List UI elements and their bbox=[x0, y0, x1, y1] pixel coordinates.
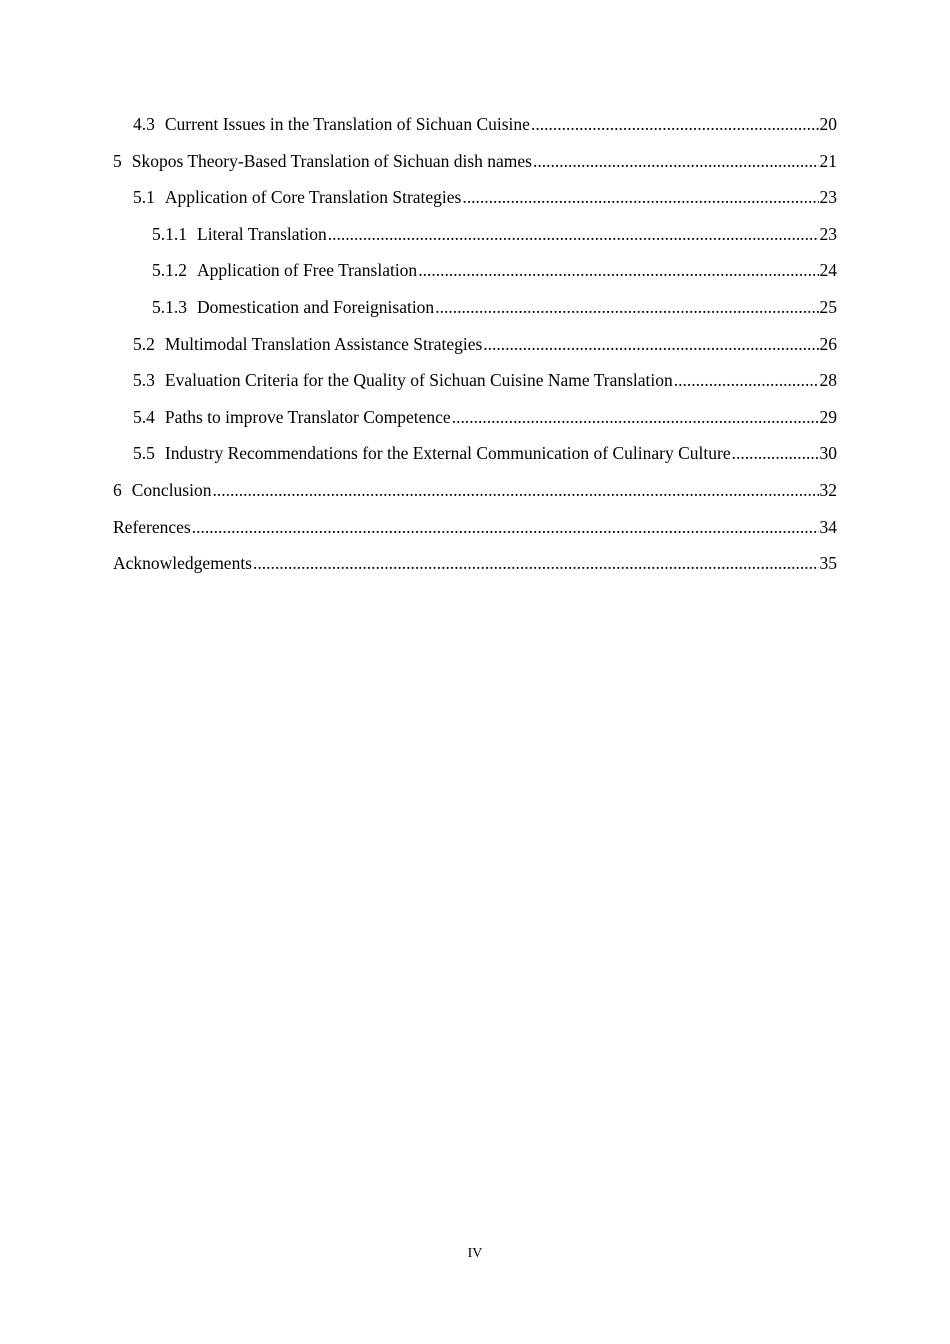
toc-dot-leader bbox=[483, 332, 818, 356]
toc-dot-leader bbox=[418, 258, 818, 282]
toc-dot-leader bbox=[533, 149, 819, 173]
toc-entry-page: 23 bbox=[819, 223, 837, 244]
toc-entry-references[interactable] bbox=[113, 515, 837, 552]
toc-entry-number: 5.4 bbox=[133, 406, 155, 427]
toc-entry-page: 32 bbox=[819, 479, 837, 500]
toc-entry-number: 5.3 bbox=[133, 370, 155, 391]
toc-entry-5-2[interactable] bbox=[113, 332, 837, 369]
toc-entry-title: Literal Translation bbox=[197, 223, 327, 244]
toc-entry-number: 4.3 bbox=[133, 114, 155, 134]
toc-entry-5[interactable] bbox=[113, 149, 837, 186]
toc-entry-5-1-2[interactable] bbox=[113, 258, 837, 295]
table-of-contents bbox=[113, 112, 837, 588]
toc-entry-title: Acknowledgements bbox=[113, 553, 252, 574]
toc-entry-5-4[interactable] bbox=[113, 405, 837, 442]
toc-entry-page: 34 bbox=[819, 516, 837, 537]
toc-entry-title: References bbox=[113, 516, 191, 537]
toc-dot-leader bbox=[531, 112, 819, 136]
toc-entry-number: 5.5 bbox=[133, 443, 155, 464]
toc-entry-5-5[interactable] bbox=[113, 441, 837, 478]
toc-entry-number: 5.2 bbox=[133, 333, 155, 354]
toc-entry-page: 20 bbox=[819, 114, 837, 134]
toc-entry-title: Industry Recommendations for the External Communication of Culinary Culture bbox=[164, 443, 731, 464]
toc-entry-page: 35 bbox=[819, 553, 837, 574]
toc-entry-5-1[interactable] bbox=[113, 185, 837, 222]
toc-entry-title: Evaluation Criteria for the Quality of Sichuan Cuisine Name Translation bbox=[164, 370, 673, 391]
toc-entry-title: Multimodal Translation Assistance Strategies bbox=[164, 333, 483, 354]
toc-entry-5-1-1[interactable] bbox=[113, 222, 837, 259]
toc-entry-6[interactable] bbox=[113, 478, 837, 515]
toc-entry-title: Conclusion bbox=[131, 479, 212, 500]
toc-entry-title: Current Issues in the Translation of Sichuan Cuisine bbox=[164, 114, 530, 134]
toc-entry-page: 24 bbox=[819, 260, 837, 281]
toc-entry-number: 5.1.2 bbox=[152, 260, 187, 281]
toc-dot-leader bbox=[732, 441, 819, 465]
toc-entry-page: 26 bbox=[819, 333, 837, 354]
toc-dot-leader bbox=[462, 185, 818, 209]
toc-entry-page: 25 bbox=[819, 296, 837, 317]
toc-dot-leader bbox=[253, 551, 819, 575]
toc-entry-title: Domestication and Foreignisation bbox=[197, 296, 435, 317]
toc-dot-leader bbox=[435, 295, 818, 319]
toc-entry-title: Skopos Theory-Based Translation of Sichuan dish names bbox=[131, 150, 532, 171]
toc-entry-page: 30 bbox=[819, 443, 837, 464]
toc-entry-number: 5 bbox=[113, 150, 122, 171]
toc-entry-5-3[interactable] bbox=[113, 368, 837, 405]
toc-entry-4-3[interactable] bbox=[113, 112, 837, 149]
toc-dot-leader bbox=[674, 368, 819, 392]
page-number-footer: IV bbox=[467, 1246, 483, 1261]
toc-entry-5-1-3[interactable] bbox=[113, 295, 837, 332]
toc-entry-page: 21 bbox=[819, 150, 837, 171]
toc-dot-leader bbox=[328, 222, 819, 246]
toc-dot-leader bbox=[212, 478, 818, 502]
toc-entry-title: Application of Free Translation bbox=[197, 260, 418, 281]
toc-entry-number: 6 bbox=[113, 479, 122, 500]
toc-entry-number: 5.1 bbox=[133, 187, 155, 208]
toc-dot-leader bbox=[192, 515, 819, 539]
toc-entry-page: 28 bbox=[819, 370, 837, 391]
toc-entry-title: Paths to improve Translator Competence bbox=[164, 406, 451, 427]
toc-entry-title: Application of Core Translation Strategies bbox=[164, 187, 462, 208]
toc-entry-page: 29 bbox=[819, 406, 837, 427]
toc-entry-page: 23 bbox=[819, 187, 837, 208]
toc-entry-acknowledgements[interactable] bbox=[113, 551, 837, 588]
toc-entry-number: 5.1.1 bbox=[152, 223, 187, 244]
toc-entry-number: 5.1.3 bbox=[152, 296, 187, 317]
toc-dot-leader bbox=[452, 405, 819, 429]
